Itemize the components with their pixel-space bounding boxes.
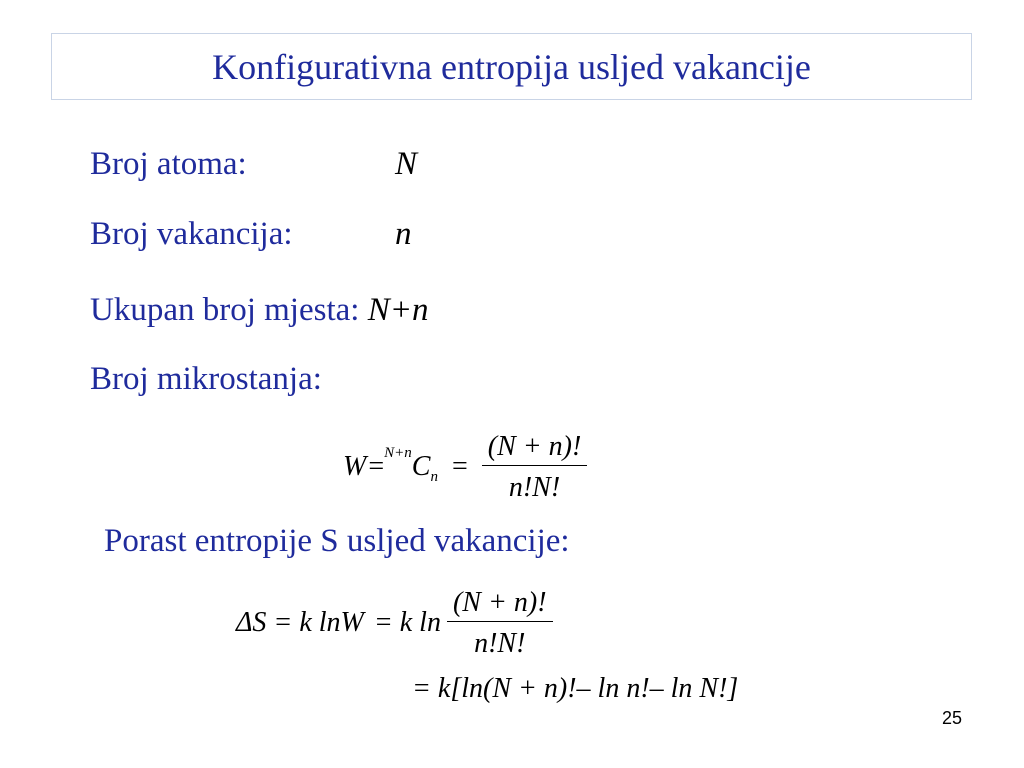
slide-title: Konfigurativna entropija usljed vakancije	[212, 46, 811, 87]
eq1-lhs: W	[343, 451, 367, 482]
label-microstates	[90, 361, 322, 398]
eq1-numerator: (N + n)!	[487, 430, 582, 462]
eq1-superscript: N+n	[384, 444, 412, 461]
eq2-numerator: (N + n)!	[452, 586, 547, 618]
eq2-fraction	[447, 587, 553, 660]
sites-label: Ukupan broj mjesta:	[90, 292, 360, 328]
label-entropy	[104, 523, 570, 560]
eq2-line2: = k[ln(N + n)!– ln n!– ln N!]	[412, 673, 739, 704]
equation-microstates	[343, 424, 587, 510]
label-sites	[90, 292, 428, 329]
eq2-denominator: n!N!	[474, 627, 526, 659]
symbol-sites: N+n	[367, 292, 429, 328]
title-box	[51, 33, 972, 100]
eq1-equals2: =	[451, 451, 468, 482]
equation-entropy	[236, 582, 553, 664]
eq1-C: C	[411, 451, 431, 482]
label-atoms	[90, 146, 247, 183]
eq2-lhs: ΔS = k lnW	[236, 607, 364, 638]
eq2-mid: = k ln	[373, 607, 441, 638]
label-vacancies	[90, 216, 293, 253]
atoms-label: Broj atoma:	[90, 146, 247, 182]
symbol-atoms: N	[395, 146, 418, 182]
entropy-label: Porast entropije S usljed vakancije:	[104, 523, 570, 559]
page-number: 25	[941, 708, 962, 728]
vacancies-label: Broj vakancija:	[90, 216, 293, 252]
eq1-fraction	[482, 431, 588, 504]
microstates-label: Broj mikrostanja:	[90, 361, 322, 397]
eq1-denominator: n!N!	[508, 471, 561, 503]
eq1-subscript: n	[430, 468, 438, 485]
eq1-equals: =	[368, 451, 385, 482]
symbol-vacancies: n	[395, 216, 412, 252]
